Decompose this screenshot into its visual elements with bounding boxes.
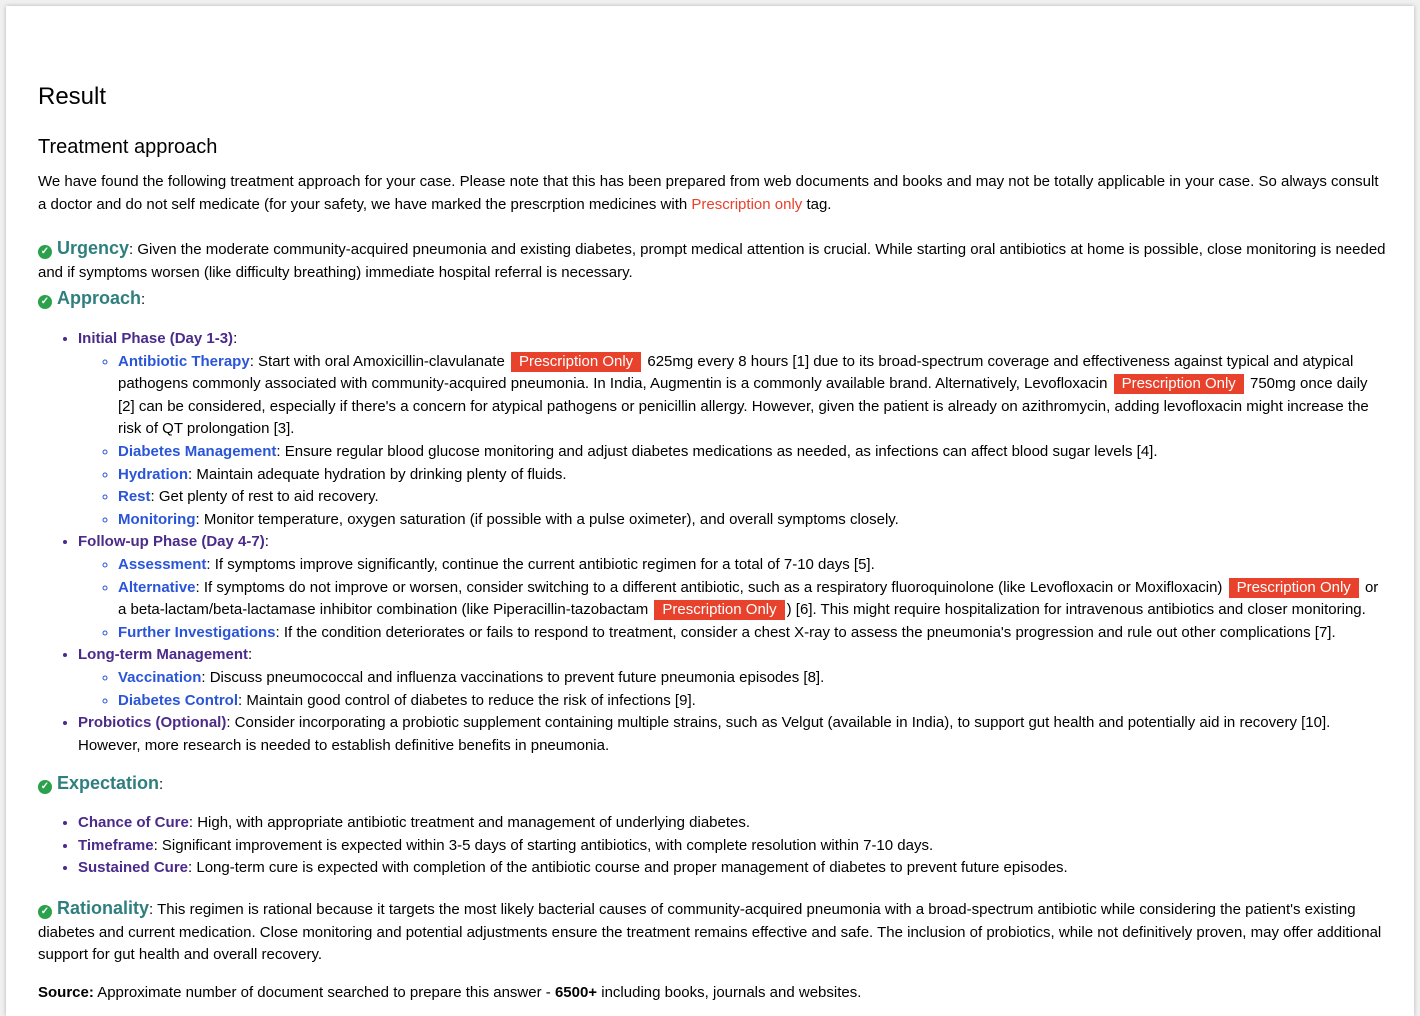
expectation-list xyxy=(38,812,1388,880)
list-item-hydration xyxy=(118,464,1388,487)
prescription-only-badge: Prescription Only xyxy=(511,352,641,372)
vaccination-label: Vaccination xyxy=(118,668,202,686)
alternative-text-1: : If symptoms do not improve or worsen, consider switching to a different antibiotic, such as a respiratory fluoroquinolone (like Levofloxacin or Moxifloxacin) xyxy=(195,578,1227,596)
diabetes-management-label: Diabetes Management xyxy=(118,442,277,460)
list-item-diabetes-control xyxy=(118,690,1388,713)
source-suffix: including books, journals and websites. xyxy=(597,984,862,1001)
followup-phase-label: Follow-up Phase (Day 4-7) xyxy=(78,533,265,551)
result-card xyxy=(6,6,1414,1016)
intro-text: We have found the following treatment approach for your case. Please note that this has been prepared from web documents and books and may not be totally applicable in your case. So always consult a doctor and do not self medicate (for your safety, we have marked the prescrption medicines with xyxy=(38,173,1379,213)
list-item-probiotics xyxy=(78,712,1388,757)
rest-text: : Get plenty of rest to aid recovery. xyxy=(150,488,379,506)
monitoring-label: Monitoring xyxy=(118,510,196,528)
list-item-antibiotic-therapy xyxy=(118,351,1388,441)
antibiotic-text-1: : Start with oral Amoxicillin-clavulanate xyxy=(249,352,509,370)
list-item-followup-phase: • Follow-up Phase (Day 4-7): ◦ Assessment: If symptoms improve significantly, continue the current antibiotic regimen for a total of 7-10 days [5]. ◦ Alternative: If symptoms do not improve or worsen, consider switching to a different antibiotic, such as a respiratory fluoroquinolone (like Levofloxacin or Moxifloxacin) Prescription Only or a beta-lactam/beta-lactamase inhibitor combination (like Piperacillin-tazobactam Prescription Only ) [6]. This might require hospitalization for intravenous antibiotics and closer monitoring. ◦ Further Investigations: If the condition deteriorates or fails to respond to treatment, consider a chest X-ray to assess the pneumonia's progression and rule out other complications [7]. xyxy=(78,531,1388,644)
list-item-initial-phase: • Initial Phase (Day 1-3): ◦ Antibiotic Therapy: Start with oral Amoxicillin-clavulanate Prescription Only 625mg every 8 hours [1] due to its broad-spectrum coverage and effectiveness against typical and atypical pathogens commonly associated with community-acquired pneumonia. In India, Augmentin is a commonly available brand. Alternatively, Levofloxacin Prescription Only 750mg once daily [2] can be considered, especially if there's a concern for atypical pathogens or penicillin allergy. However, given the patient is already on azithromycin, adding levofloxacin might increase the risk of QT prolongation [3]. ◦ Diabetes Management: Ensure regular blood glucose monitoring and adjust diabetes medications as needed, as infections can affect blood sugar levels [4]. ◦ Hydration: Maintain adequate hydration by drinking plenty of fluids. ◦ Rest: Get plenty of rest to aid recovery. ◦ Monitoring: Monitor temperature, oxygen saturation (if possible with a pulse oximeter), and overall symptoms closely. xyxy=(78,328,1388,531)
further-investigations-text: : If the condition deteriorates or fails to respond to treatment, consider a chest X-ray to assess the pneumonia's progression and rule out other complications [7]. xyxy=(275,623,1336,641)
timeframe-text: : Significant improvement is expected within 3-5 days of starting antibiotics, with complete resolution within 7-10 days. xyxy=(153,836,934,854)
check-circle-icon: ✓ xyxy=(38,905,52,919)
source-label: Source: xyxy=(38,984,94,1001)
list-item-further-investigations xyxy=(118,622,1388,645)
expectation-colon: : xyxy=(159,776,164,793)
rationality-text: : This regimen is rational because it targets the most likely bacterial causes of community-acquired pneumonia with a broad-spectrum antibiotic while considering the patient's existing diabetes and current medication. Close monitoring and potential adjustments ensure the treatment remains effective and safe. The inclusion of probiotics, while not definitively proven, may offer additional support for gut health and overall recovery. xyxy=(38,901,1382,964)
rationality-section xyxy=(38,897,1388,967)
prescription-only-badge: Prescription Only xyxy=(654,600,784,620)
intro-paragraph xyxy=(38,171,1388,216)
diabetes-control-text: : Maintain good control of diabetes to reduce the risk of infections [9]. xyxy=(238,691,696,709)
expectation-heading xyxy=(38,772,163,797)
expectation-title: Expectation xyxy=(57,773,160,793)
document-count: 6500+ xyxy=(554,984,598,1001)
probiotics-text: : Consider incorporating a probiotic supplement containing multiple strains, such as Velgut (available in India), to support gut health and potentially aid in recovery [10]. However, more research is needed to establish definitive benefits in pneumonia. xyxy=(78,714,1331,754)
page-title: Result xyxy=(38,83,107,110)
antibiotic-text-3: 750mg once daily [2] can be considered, especially if there's a concern for atypical pathogens or penicillin allergy. However, given the patient is already on azithromycin, adding levofloxacin might increase the risk of QT prolongation [3]. xyxy=(118,375,1369,438)
list-item-rest xyxy=(118,486,1388,509)
diabetes-management-text: : Ensure regular blood glucose monitoring and adjust diabetes medications as needed, as infections can affect blood sugar levels [4]. xyxy=(276,442,1158,460)
alternative-text-3: ) [6]. This might require hospitalization for intravenous antibiotics and closer monitoring. xyxy=(786,601,1366,619)
urgency-section xyxy=(38,237,1388,284)
assessment-label: Assessment xyxy=(118,555,207,573)
approach-list xyxy=(38,328,1388,757)
prescription-only-badge: Prescription Only xyxy=(1229,578,1359,598)
sustained-cure-label: Sustained Cure xyxy=(78,859,189,877)
section-subtitle: Treatment approach xyxy=(38,136,218,158)
list-item xyxy=(78,857,1388,880)
approach-colon: : xyxy=(141,291,146,308)
probiotics-label: Probiotics (Optional) xyxy=(78,714,227,732)
check-circle-icon: ✓ xyxy=(38,780,52,794)
initial-phase-label: Initial Phase (Day 1-3) xyxy=(78,330,234,347)
hydration-label: Hydration xyxy=(118,465,189,483)
source-text: Approximate number of document searched to prepare this answer - xyxy=(93,984,555,1001)
approach-heading xyxy=(38,287,145,312)
list-item xyxy=(78,812,1388,835)
check-circle-icon: ✓ xyxy=(38,295,52,309)
list-item-alternative xyxy=(118,577,1388,622)
timeframe-label: Timeframe xyxy=(78,836,154,854)
prescription-only-badge: Prescription Only xyxy=(1114,374,1244,394)
assessment-text: : If symptoms improve significantly, continue the current antibiotic regimen for a total of 7-10 days [5]. xyxy=(206,555,875,573)
urgency-title: Urgency xyxy=(57,238,130,258)
prescription-only-highlight: Prescription only xyxy=(691,195,803,213)
alternative-text-2: or a beta-lactam/beta-lactamase inhibitor combination (like Piperacillin-tazobactam xyxy=(118,578,1379,619)
source-line xyxy=(38,982,1388,1005)
diabetes-control-label: Diabetes Control xyxy=(118,691,239,709)
approach-title: Approach xyxy=(57,288,142,308)
chance-of-cure-text: : High, with appropriate antibiotic treatment and management of underlying diabetes. xyxy=(188,814,751,831)
intro-suffix: tag. xyxy=(802,195,832,213)
longterm-management-label: Long-term Management xyxy=(78,646,249,664)
vaccination-text: : Discuss pneumococcal and influenza vaccinations to prevent future pneumonia episodes [8]. xyxy=(201,668,825,686)
further-investigations-label: Further Investigations xyxy=(118,623,276,641)
alternative-label: Alternative xyxy=(118,578,196,596)
check-circle-icon: ✓ xyxy=(38,245,52,259)
list-item-monitoring xyxy=(118,509,1388,532)
list-item-diabetes-management xyxy=(118,441,1388,464)
list-item-vaccination xyxy=(118,667,1388,690)
urgency-text: : Given the moderate community-acquired pneumonia and existing diabetes, prompt medical attention is crucial. While starting oral antibiotics at home is possible, close monitoring is needed and if symptoms worsen (like difficulty breathing) immediate hospital referral is necessary. xyxy=(38,241,1386,281)
list-item xyxy=(78,835,1388,858)
rest-label: Rest xyxy=(118,488,151,506)
list-item-longterm-management: • Long-term Management: ◦ Vaccination: Discuss pneumococcal and influenza vaccinations to prevent future pneumonia episodes [8]. ◦ Diabetes Control: Maintain good control of diabetes to reduce the risk of infections [9]. xyxy=(78,644,1388,712)
antibiotic-text-2: 625mg every 8 hours [1] due to its broad-spectrum coverage and effectiveness against typical and atypical pathogens commonly associated with community-acquired pneumonia. In India, Augmentin is a commonly available brand. Alternatively, Levofloxacin xyxy=(118,352,1354,393)
chance-of-cure-label: Chance of Cure xyxy=(78,814,189,831)
antibiotic-therapy-label: Antibiotic Therapy xyxy=(118,352,250,370)
hydration-text: : Maintain adequate hydration by drinking plenty of fluids. xyxy=(188,465,567,483)
monitoring-text: : Monitor temperature, oxygen saturation (if possible with a pulse oximeter), and overall symptoms closely. xyxy=(195,510,899,528)
sustained-cure-text: : Long-term cure is expected with completion of the antibiotic course and proper management of diabetes to prevent future episodes. xyxy=(188,859,1068,877)
rationality-title: Rationality xyxy=(57,898,150,918)
list-item-assessment xyxy=(118,554,1388,577)
